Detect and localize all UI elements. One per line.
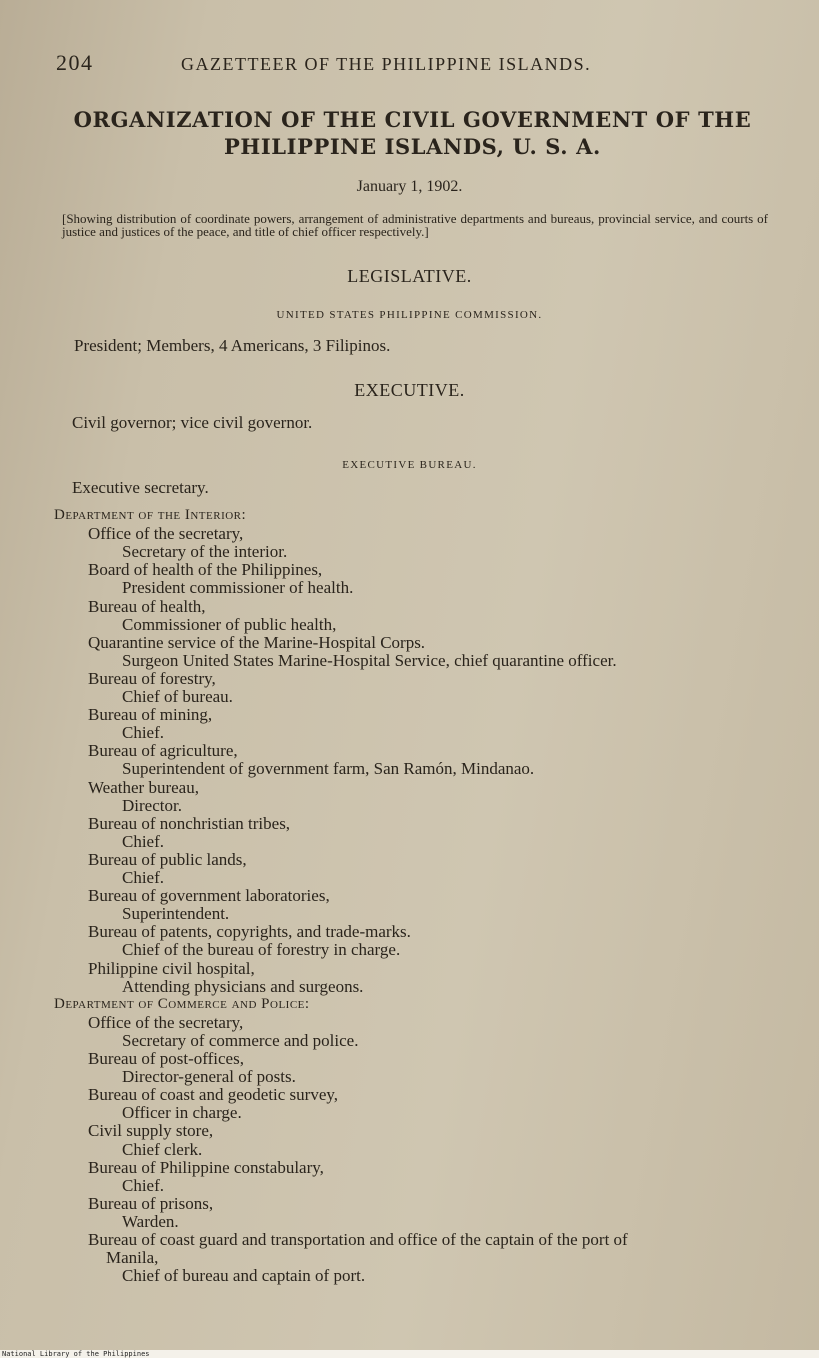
officer-entry: Chief. xyxy=(122,723,165,743)
executive-heading: EXECUTIVE. xyxy=(354,380,465,400)
department-heading: Department of Commerce and Police: xyxy=(54,995,310,1012)
officer-entry: Secretary of commerce and police. xyxy=(122,1030,359,1050)
officer-entry: Chief of bureau and captain of port. xyxy=(122,1266,366,1286)
officer-entry: Commissioner of public health, xyxy=(122,614,337,634)
bureau-entry: Bureau of prisons, xyxy=(88,1193,214,1213)
officer-entry: Chief of bureau. xyxy=(122,687,233,706)
bureau-entry: Board of health of the Philippines, xyxy=(88,560,323,580)
page-number: 204 xyxy=(56,50,94,75)
page-title xyxy=(40,106,785,160)
officer-entry: Surgeon United States Marine-Hospital Service, chief quarantine officer. xyxy=(122,650,617,670)
bureau-entry: Philippine civil hospital, xyxy=(88,958,255,978)
bureau-entry: Bureau of coast and geodetic survey, xyxy=(88,1085,339,1105)
officer-entry: Superintendent. xyxy=(122,904,230,924)
officer-entry: Chief. xyxy=(122,1175,165,1195)
officer-entry: Chief. xyxy=(122,868,165,887)
bureau-entry: Bureau of patents, copyrights, and trade-marks. xyxy=(88,922,411,942)
bureau-entry: Weather bureau, xyxy=(88,777,199,797)
bracketed-note: [Showing distribution of coordinate powers, arrangement of administrative departments and bureaus, provincial service, and courts of justice and justices of the peace, and title of chief officer respectively.] xyxy=(62,211,768,239)
executive-bureau-body: Executive secretary. xyxy=(72,478,209,497)
officer-entry: Superintendent of government farm, San Ramón, Mindanao. xyxy=(122,759,535,779)
officer-entry: Chief. xyxy=(122,831,165,851)
bureau-entry: Bureau of public lands, xyxy=(88,849,247,869)
officer-entry: Secretary of the interior. xyxy=(122,542,288,562)
title-line-1: ORGANIZATION OF THE CIVIL GOVERNMENT OF THE xyxy=(73,107,752,132)
bureau-entry: Bureau of coast guard and transportation and office of the captain of the port of xyxy=(88,1230,628,1249)
bureau-entry: Bureau of mining, xyxy=(88,705,213,725)
officer-entry: Chief of the bureau of forestry in charge. xyxy=(122,940,401,960)
officer-entry: Officer in charge. xyxy=(122,1103,242,1123)
title-line-2: PHILIPPINE ISLANDS, U. S. A. xyxy=(224,134,601,159)
bureau-entry: Bureau of post-offices, xyxy=(88,1049,244,1068)
running-title: GAZETTEER OF THE PHILIPPINE ISLANDS. xyxy=(181,54,592,74)
bureau-entry: Bureau of agriculture, xyxy=(88,741,238,761)
legislative-heading: LEGISLATIVE. xyxy=(347,266,472,286)
bureau-entry: Bureau of forestry, xyxy=(88,668,216,688)
officer-entry: Manila, xyxy=(106,1248,159,1268)
running-header xyxy=(56,50,656,76)
bureau-entry: Bureau of health, xyxy=(88,596,206,616)
bureau-entry: Bureau of Philippine constabulary, xyxy=(88,1157,324,1177)
officer-entry: Chief clerk. xyxy=(122,1139,203,1159)
bureau-entry: Bureau of nonchristian tribes, xyxy=(88,813,291,833)
officer-entry: Attending physicians and surgeons. xyxy=(122,976,364,996)
officer-entry: Warden. xyxy=(122,1211,179,1231)
officer-entry: President commissioner of health. xyxy=(122,578,354,598)
date-line: January 1, 1902. xyxy=(356,178,463,195)
commission-subheading: UNITED STATES PHILIPPINE COMMISSION. xyxy=(276,309,543,321)
bureau-entry: Office of the secretary, xyxy=(88,524,244,544)
library-credit: National Library of the Philippines xyxy=(2,1350,150,1358)
officer-entry: Director. xyxy=(122,795,182,815)
legislative-body: President; Members, 4 Americans, 3 Filipinos. xyxy=(74,336,391,355)
department-heading: Department of the Interior: xyxy=(54,507,247,523)
bureau-entry: Civil supply store, xyxy=(88,1121,214,1141)
officer-entry: Director-general of posts. xyxy=(122,1067,296,1087)
bureau-entry: Bureau of government laboratories, xyxy=(88,886,330,906)
executive-bureau-heading: EXECUTIVE BUREAU. xyxy=(342,459,477,471)
bureau-entry: Quarantine service of the Marine-Hospital Corps. xyxy=(88,632,426,652)
bureau-entry: Office of the secretary, xyxy=(88,1012,244,1032)
executive-body: Civil governor; vice civil governor. xyxy=(72,413,313,432)
